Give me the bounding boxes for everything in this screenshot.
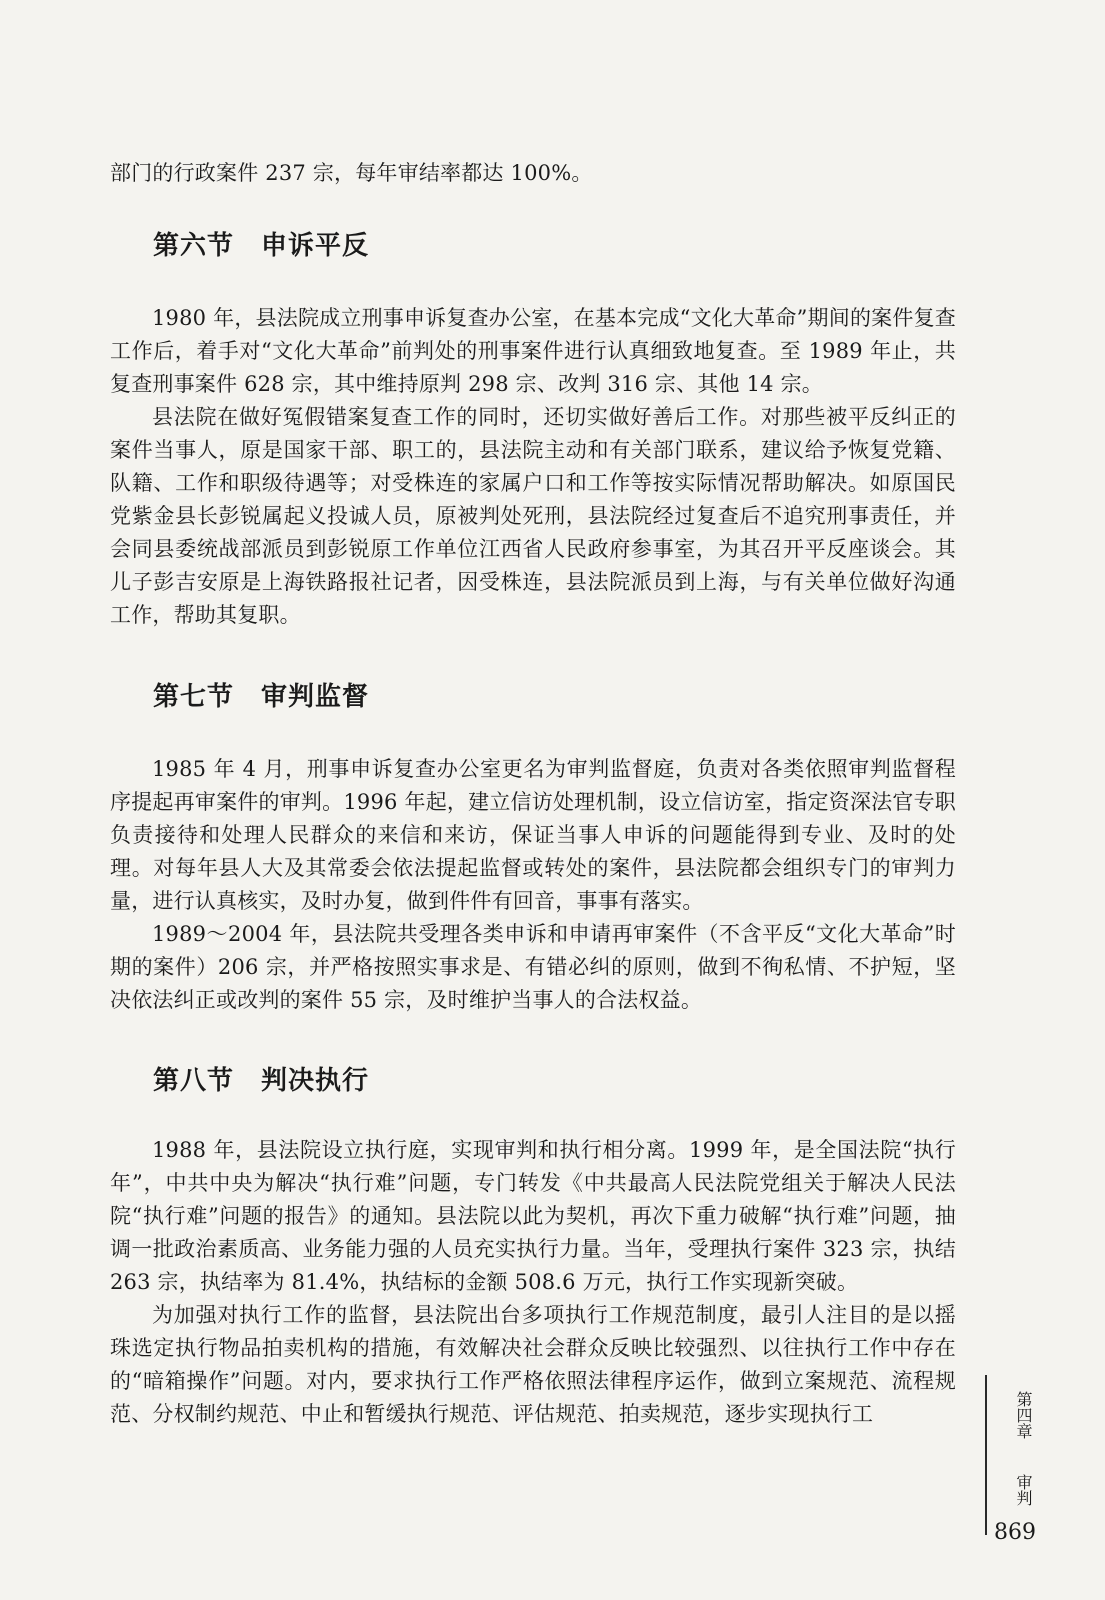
paragraph: 为加强对执行工作的监督，县法院出台多项执行工作规范制度，最引人注目的是以摇珠选定执行物品拍卖机构的措施，有效解决社会群众反映比较强烈、以往执行工作中存在的“暗箱操作”问题。对内，要求执行工作严格依照法律程序运作，做到立案规范、流程规范、分权制约规范、中止和暂缓执行规范、评估规范、拍卖规范，逐步实现执行工 [110,1303,956,1426]
chapter-title: 审判 [1014,1474,1033,1506]
section-7-body [110,753,956,1017]
margin-divider [985,1375,987,1535]
paragraph: 1989～2004 年，县法院共受理各类申诉和申请再审案件（不含平反“文化大革命”时期的案件）206 宗，并严格按照实事求是、有错必纠的原则，做到不徇私情、不护短，坚决依法纠正或改判的案件 55 宗，及时维护当事人的合法权益。 [110,922,956,1012]
paragraph: 1988 年，县法院设立执行庭，实现审判和执行相分离。1999 年，是全国法院“执行年”，中共中央为解决“执行难”问题，专门转发《中共最高人民法院党组关于解决人民法院“执行难”问题的报告》的通知。县法院以此为契机，再次下重力破解“执行难”问题，抽调一批政治素质高、业务能力强的人员充实执行力量。当年，受理执行案件 323 宗，执结 263 宗，执结率为 81.4%，执结标的金额 508.6 万元，执行工作实现新突破。 [110,1138,956,1294]
section-heading-6: 第六节 申诉平反 [153,231,370,261]
paragraph: 县法院在做好冤假错案复查工作的同时，还切实做好善后工作。对那些被平反纠正的案件当事人，原是国家干部、职工的，县法院主动和有关部门联系，建议给予恢复党籍、队籍、工作和职级待遇等；对受株连的家属户口和工作等按实际情况帮助解决。如原国民党紫金县长彭锐属起义投诚人员，原被判处死刑，县法院经过复查后不追究刑事责任，并会同县委统战部派员到彭锐原工作单位江西省人民政府参事室，为其召开平反座谈会。其儿子彭吉安原是上海铁路报社记者，因受株连，县法院派员到上海，与有关单位做好沟通工作，帮助其复职。 [110,405,956,627]
paragraph: 1985 年 4 月，刑事申诉复查办公室更名为审判监督庭，负责对各类依照审判监督程序提起再审案件的审判。1996 年起，建立信访处理机制，设立信访室，指定资深法官专职负责接待和处理人民群众的来信和来访，保证当事人申诉的问题能得到专业、及时的处理。对每年县人大及其常委会依法提起监督或转处的案件，县法院都会组织专门的审判力量，进行认真核实，及时办复，做到件件有回音，事事有落实。 [110,757,956,913]
section-heading-7: 第七节 审判监督 [153,682,370,712]
section-heading-8: 第八节 判决执行 [153,1066,370,1096]
paragraph: 1980 年，县法院成立刑事申诉复查办公室，在基本完成“文化大革命”期间的案件复查工作后，着手对“文化大革命”前判处的刑事案件进行认真细致地复查。至 1989 年止，共复查刑事案件 628 宗，其中维持原判 298 宗、改判 316 宗、其他 14 宗。 [110,306,956,396]
chapter-label: 第四章 [1014,1391,1033,1439]
page-number: 869 [994,1520,1036,1545]
intro-paragraph [110,157,956,190]
section-6-body [110,302,956,632]
paragraph: 部门的行政案件 237 宗，每年审结率都达 100%。 [110,161,593,185]
section-8-body [110,1134,956,1431]
